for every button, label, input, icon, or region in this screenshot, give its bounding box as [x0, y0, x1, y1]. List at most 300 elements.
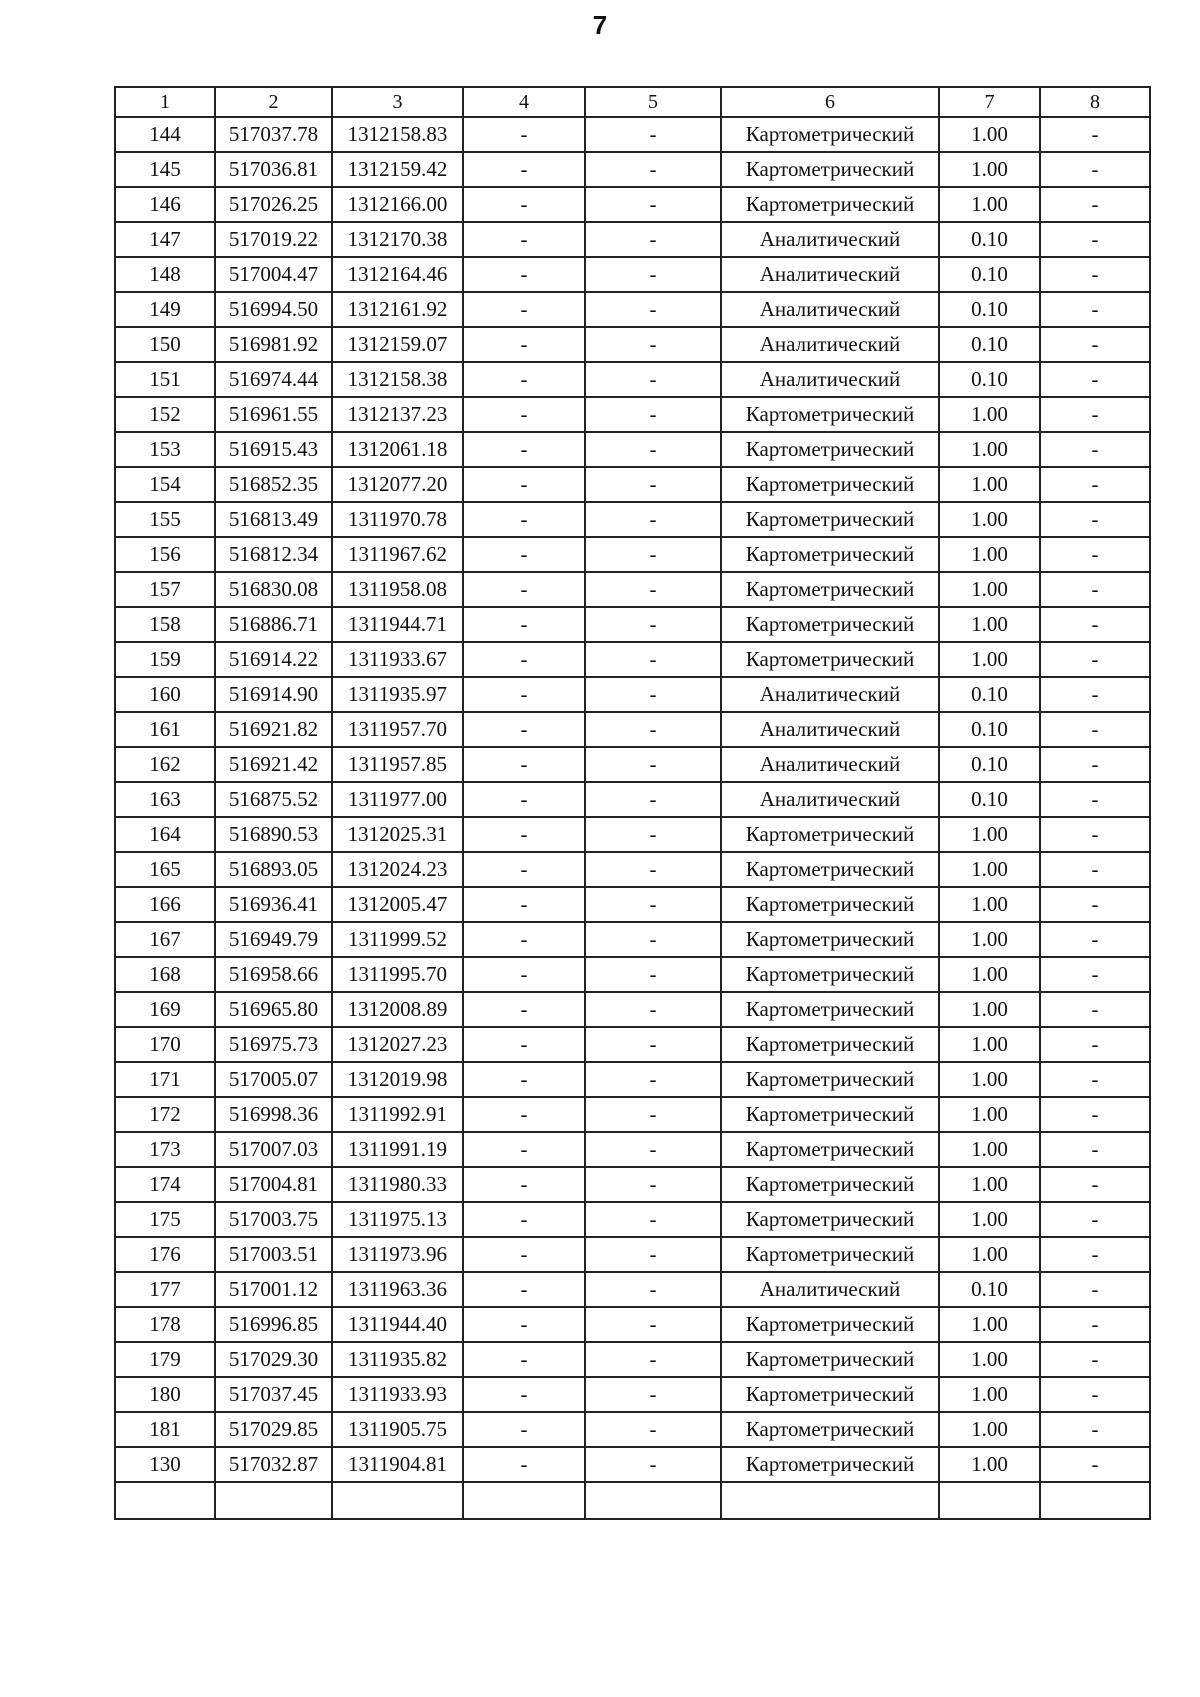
table-cell: -: [463, 1272, 585, 1307]
table-cell: Картометрический: [721, 1342, 939, 1377]
table-cell: 516996.85: [215, 1307, 332, 1342]
table-cell: 152: [115, 397, 215, 432]
table-cell: Картометрический: [721, 607, 939, 642]
table-row: [115, 1202, 1150, 1237]
table-cell: Картометрический: [721, 537, 939, 572]
table-cell: 1.00: [939, 817, 1040, 852]
table-cell: 1311944.71: [332, 607, 463, 642]
table-cell: 174: [115, 1167, 215, 1202]
table-cell: 171: [115, 1062, 215, 1097]
table-row: [115, 257, 1150, 292]
table-cell: -: [463, 782, 585, 817]
table-cell: 156: [115, 537, 215, 572]
table-cell: 516975.73: [215, 1027, 332, 1062]
table-cell: -: [585, 117, 721, 152]
table-cell: -: [1040, 1412, 1150, 1447]
table-cell: -: [585, 467, 721, 502]
table-cell: 154: [115, 467, 215, 502]
table-row: [115, 327, 1150, 362]
table-cell: -: [585, 362, 721, 397]
table-cell: 164: [115, 817, 215, 852]
table-cell: Аналитический: [721, 327, 939, 362]
table-row: [115, 117, 1150, 152]
table-cell: 1.00: [939, 957, 1040, 992]
table-cell: 151: [115, 362, 215, 397]
table-cell: Картометрический: [721, 992, 939, 1027]
table-cell: -: [585, 327, 721, 362]
table-cell: -: [463, 957, 585, 992]
table-cell: Картометрический: [721, 1062, 939, 1097]
table-row: [115, 432, 1150, 467]
table-row: [115, 1097, 1150, 1132]
table-cell: -: [585, 992, 721, 1027]
table-cell: 1311904.81: [332, 1447, 463, 1482]
table-cell: 516994.50: [215, 292, 332, 327]
table-cell: 1.00: [939, 852, 1040, 887]
table-cell: -: [585, 432, 721, 467]
table-cell: -: [585, 292, 721, 327]
table-cell: [585, 1482, 721, 1519]
table-cell: 1311973.96: [332, 1237, 463, 1272]
table-cell: 1.00: [939, 432, 1040, 467]
table-cell: 0.10: [939, 712, 1040, 747]
table-row: [115, 922, 1150, 957]
table-cell: [721, 1482, 939, 1519]
table-cell: 517019.22: [215, 222, 332, 257]
table-cell: -: [1040, 572, 1150, 607]
table-cell: 1312019.98: [332, 1062, 463, 1097]
table-cell: -: [463, 1097, 585, 1132]
table-row: [115, 1482, 1150, 1519]
table-cell: -: [585, 502, 721, 537]
table-cell: 178: [115, 1307, 215, 1342]
table-cell: 1312159.07: [332, 327, 463, 362]
table-row: [115, 1342, 1150, 1377]
table-cell: 1.00: [939, 607, 1040, 642]
table-cell: 1311970.78: [332, 502, 463, 537]
table-cell: -: [463, 1377, 585, 1412]
table-cell: -: [463, 1202, 585, 1237]
table-cell: -: [463, 467, 585, 502]
table-cell: 0.10: [939, 747, 1040, 782]
table-cell: -: [1040, 1062, 1150, 1097]
table-cell: 516921.82: [215, 712, 332, 747]
table-row: [115, 642, 1150, 677]
table-cell: 516893.05: [215, 852, 332, 887]
table-row: [115, 467, 1150, 502]
table-cell: -: [1040, 677, 1150, 712]
table-cell: 0.10: [939, 257, 1040, 292]
table-cell: Картометрический: [721, 502, 939, 537]
table-cell: 517029.30: [215, 1342, 332, 1377]
table-cell: -: [463, 1027, 585, 1062]
table-cell: 1311967.62: [332, 537, 463, 572]
table-cell: 1312166.00: [332, 187, 463, 222]
table-cell: 1.00: [939, 887, 1040, 922]
table-cell: 1.00: [939, 1027, 1040, 1062]
table-cell: 1312159.42: [332, 152, 463, 187]
table-cell: 516949.79: [215, 922, 332, 957]
table-cell: Аналитический: [721, 257, 939, 292]
table-cell: -: [1040, 1447, 1150, 1482]
table-cell: 1.00: [939, 502, 1040, 537]
table-cell: 1.00: [939, 992, 1040, 1027]
table-cell: -: [585, 1342, 721, 1377]
table-cell: 1311935.97: [332, 677, 463, 712]
table-cell: 516936.41: [215, 887, 332, 922]
table-cell: Картометрический: [721, 572, 939, 607]
table-cell: Картометрический: [721, 1027, 939, 1062]
table-row: [115, 887, 1150, 922]
table-row: [115, 292, 1150, 327]
table-cell: Картометрический: [721, 1237, 939, 1272]
table-cell: [1040, 1482, 1150, 1519]
table-row: [115, 677, 1150, 712]
table-cell: Картометрический: [721, 852, 939, 887]
table-cell: 0.10: [939, 677, 1040, 712]
table-cell: 1311977.00: [332, 782, 463, 817]
table-cell: -: [463, 327, 585, 362]
table-cell: 517003.75: [215, 1202, 332, 1237]
table-cell: -: [1040, 152, 1150, 187]
table-cell: 517003.51: [215, 1237, 332, 1272]
table-cell: 516961.55: [215, 397, 332, 432]
table-cell: Картометрический: [721, 1097, 939, 1132]
table-cell: 1.00: [939, 537, 1040, 572]
table-row: [115, 1307, 1150, 1342]
table-cell: -: [585, 957, 721, 992]
table-cell: 1.00: [939, 187, 1040, 222]
table-cell: 1.00: [939, 642, 1040, 677]
table-cell: 516852.35: [215, 467, 332, 502]
table-cell: 516813.49: [215, 502, 332, 537]
table-cell: 516921.42: [215, 747, 332, 782]
table-cell: 1312005.47: [332, 887, 463, 922]
table-cell: 517032.87: [215, 1447, 332, 1482]
table-cell: -: [1040, 397, 1150, 432]
table-cell: 1.00: [939, 1377, 1040, 1412]
table-cell: -: [1040, 957, 1150, 992]
table-cell: -: [463, 817, 585, 852]
table-cell: Картометрический: [721, 432, 939, 467]
table-cell: 1.00: [939, 1237, 1040, 1272]
table-cell: -: [1040, 1272, 1150, 1307]
table-cell: 1311980.33: [332, 1167, 463, 1202]
table-row: [115, 607, 1150, 642]
column-header: 6: [721, 87, 939, 117]
table-cell: 516890.53: [215, 817, 332, 852]
table-cell: 1311999.52: [332, 922, 463, 957]
table-cell: Аналитический: [721, 712, 939, 747]
table-cell: -: [1040, 432, 1150, 467]
table-cell: 516914.22: [215, 642, 332, 677]
table-row: [115, 152, 1150, 187]
table-cell: -: [585, 1237, 721, 1272]
table-row: [115, 1167, 1150, 1202]
table-cell: Картометрический: [721, 397, 939, 432]
table-cell: -: [1040, 992, 1150, 1027]
table-cell: -: [585, 1097, 721, 1132]
table-cell: 147: [115, 222, 215, 257]
table-cell: Аналитический: [721, 292, 939, 327]
table-cell: -: [463, 222, 585, 257]
table-cell: 162: [115, 747, 215, 782]
table-cell: Картометрический: [721, 1377, 939, 1412]
table-cell: -: [1040, 922, 1150, 957]
table-cell: -: [1040, 502, 1150, 537]
table-row: [115, 1447, 1150, 1482]
table-cell: [115, 1482, 215, 1519]
table-cell: -: [585, 257, 721, 292]
table-cell: Картометрический: [721, 922, 939, 957]
table-cell: 0.10: [939, 782, 1040, 817]
table-cell: 1311991.19: [332, 1132, 463, 1167]
table-cell: -: [1040, 747, 1150, 782]
table-cell: -: [585, 642, 721, 677]
table-cell: -: [585, 222, 721, 257]
table-cell: -: [1040, 292, 1150, 327]
table-cell: -: [585, 712, 721, 747]
table-cell: Аналитический: [721, 747, 939, 782]
table-cell: Картометрический: [721, 1412, 939, 1447]
table-cell: 1.00: [939, 1097, 1040, 1132]
table-cell: -: [1040, 712, 1150, 747]
table-cell: -: [585, 1167, 721, 1202]
table-cell: -: [463, 432, 585, 467]
table-cell: 1312077.20: [332, 467, 463, 502]
table-cell: 517037.78: [215, 117, 332, 152]
table-cell: Аналитический: [721, 1272, 939, 1307]
table-cell: -: [585, 152, 721, 187]
table-cell: 516981.92: [215, 327, 332, 362]
table-cell: 146: [115, 187, 215, 222]
table-cell: -: [585, 572, 721, 607]
table-cell: 161: [115, 712, 215, 747]
table-cell: -: [463, 1237, 585, 1272]
table-cell: 1.00: [939, 572, 1040, 607]
table-row: [115, 1132, 1150, 1167]
column-header: 8: [1040, 87, 1150, 117]
table-cell: Картометрический: [721, 1167, 939, 1202]
table-cell: 1311957.70: [332, 712, 463, 747]
table-cell: 1312137.23: [332, 397, 463, 432]
table-cell: 1.00: [939, 1412, 1040, 1447]
table-cell: 149: [115, 292, 215, 327]
table-cell: -: [585, 1272, 721, 1307]
table-cell: 175: [115, 1202, 215, 1237]
table-cell: -: [1040, 852, 1150, 887]
table-cell: -: [1040, 327, 1150, 362]
table-cell: Картометрический: [721, 117, 939, 152]
table-cell: [463, 1482, 585, 1519]
column-header: 1: [115, 87, 215, 117]
table-cell: -: [585, 817, 721, 852]
table-cell: -: [463, 642, 585, 677]
table-row: [115, 1412, 1150, 1447]
table-cell: 1312161.92: [332, 292, 463, 327]
table-cell: 145: [115, 152, 215, 187]
table-cell: 1.00: [939, 1307, 1040, 1342]
table-cell: 1311992.91: [332, 1097, 463, 1132]
table-cell: 1.00: [939, 1447, 1040, 1482]
table-row: [115, 712, 1150, 747]
table-cell: 1312164.46: [332, 257, 463, 292]
column-header: 5: [585, 87, 721, 117]
table-cell: 0.10: [939, 1272, 1040, 1307]
column-header: 7: [939, 87, 1040, 117]
table-cell: 1311935.82: [332, 1342, 463, 1377]
table-cell: Картометрический: [721, 1132, 939, 1167]
table-cell: -: [463, 1307, 585, 1342]
table-cell: 167: [115, 922, 215, 957]
table-cell: Аналитический: [721, 677, 939, 712]
table-cell: -: [463, 117, 585, 152]
table-cell: -: [1040, 1202, 1150, 1237]
table-cell: Аналитический: [721, 222, 939, 257]
table-cell: -: [585, 887, 721, 922]
table-cell: -: [463, 152, 585, 187]
table-cell: -: [585, 397, 721, 432]
table-cell: 165: [115, 852, 215, 887]
table-cell: -: [1040, 117, 1150, 152]
table-cell: 0.10: [939, 327, 1040, 362]
table-cell: 517001.12: [215, 1272, 332, 1307]
table-row: [115, 222, 1150, 257]
table-cell: -: [1040, 1027, 1150, 1062]
table-cell: 0.10: [939, 222, 1040, 257]
table-cell: -: [585, 1412, 721, 1447]
column-header: 3: [332, 87, 463, 117]
table-cell: -: [585, 677, 721, 712]
table-row: [115, 362, 1150, 397]
table-cell: 181: [115, 1412, 215, 1447]
table-cell: -: [463, 537, 585, 572]
table-cell: 150: [115, 327, 215, 362]
table-cell: 516914.90: [215, 677, 332, 712]
table-cell: 159: [115, 642, 215, 677]
table-cell: 1311995.70: [332, 957, 463, 992]
table-cell: 173: [115, 1132, 215, 1167]
table-cell: 157: [115, 572, 215, 607]
table-cell: Картометрический: [721, 1202, 939, 1237]
table-cell: -: [1040, 1132, 1150, 1167]
table-cell: -: [585, 537, 721, 572]
table-cell: 516875.52: [215, 782, 332, 817]
table-cell: 1311933.67: [332, 642, 463, 677]
table-row: [115, 1272, 1150, 1307]
column-header: 2: [215, 87, 332, 117]
table-cell: Картометрический: [721, 467, 939, 502]
table-cell: -: [585, 1377, 721, 1412]
table-cell: Картометрический: [721, 957, 939, 992]
table-cell: -: [463, 1132, 585, 1167]
table-cell: 516812.34: [215, 537, 332, 572]
table-cell: -: [585, 852, 721, 887]
table-cell: 517005.07: [215, 1062, 332, 1097]
table-cell: -: [1040, 1377, 1150, 1412]
table-cell: 180: [115, 1377, 215, 1412]
table-row: [115, 502, 1150, 537]
table-cell: -: [463, 992, 585, 1027]
table-cell: 1312158.38: [332, 362, 463, 397]
table-cell: 176: [115, 1237, 215, 1272]
table-cell: 166: [115, 887, 215, 922]
table-cell: -: [585, 922, 721, 957]
table-cell: 517026.25: [215, 187, 332, 222]
table-cell: -: [1040, 1097, 1150, 1132]
table-cell: 517029.85: [215, 1412, 332, 1447]
table-cell: Картометрический: [721, 1307, 939, 1342]
table-cell: -: [585, 747, 721, 782]
table-cell: -: [463, 1447, 585, 1482]
table-cell: -: [585, 1062, 721, 1097]
table-cell: [332, 1482, 463, 1519]
table-cell: -: [463, 257, 585, 292]
table-cell: -: [1040, 362, 1150, 397]
table-cell: -: [585, 1307, 721, 1342]
table-cell: 1.00: [939, 922, 1040, 957]
table-cell: Картометрический: [721, 1447, 939, 1482]
table-cell: -: [1040, 817, 1150, 852]
table-cell: 516998.36: [215, 1097, 332, 1132]
table-cell: 1312158.83: [332, 117, 463, 152]
table-cell: [939, 1482, 1040, 1519]
table-cell: -: [1040, 1307, 1150, 1342]
table-cell: -: [1040, 187, 1150, 222]
table-cell: Картометрический: [721, 817, 939, 852]
table-cell: 1311933.93: [332, 1377, 463, 1412]
table-cell: 1312027.23: [332, 1027, 463, 1062]
table-cell: -: [463, 747, 585, 782]
table-cell: Картометрический: [721, 152, 939, 187]
table-cell: 155: [115, 502, 215, 537]
page-number: 7: [592, 10, 608, 40]
table-cell: 1.00: [939, 397, 1040, 432]
table-cell: 1312170.38: [332, 222, 463, 257]
table-cell: -: [463, 1167, 585, 1202]
table-cell: -: [463, 502, 585, 537]
table-cell: -: [585, 607, 721, 642]
table-cell: 517004.47: [215, 257, 332, 292]
table-cell: 1312025.31: [332, 817, 463, 852]
table-cell: -: [1040, 1342, 1150, 1377]
table-cell: 1311957.85: [332, 747, 463, 782]
table-row: [115, 852, 1150, 887]
table-cell: 0.10: [939, 362, 1040, 397]
table-cell: -: [463, 852, 585, 887]
table-cell: 516886.71: [215, 607, 332, 642]
table-cell: 179: [115, 1342, 215, 1377]
table-cell: -: [463, 712, 585, 747]
coordinates-table: [114, 86, 1151, 1520]
table-cell: 160: [115, 677, 215, 712]
table-row: [115, 1027, 1150, 1062]
table-cell: 516830.08: [215, 572, 332, 607]
table-row: [115, 572, 1150, 607]
table-cell: 172: [115, 1097, 215, 1132]
table-row: [115, 817, 1150, 852]
table-cell: 1.00: [939, 1342, 1040, 1377]
table-cell: -: [1040, 257, 1150, 292]
table-row: [115, 782, 1150, 817]
table-cell: -: [585, 1132, 721, 1167]
column-header: 4: [463, 87, 585, 117]
table-cell: -: [1040, 607, 1150, 642]
table-cell: 516958.66: [215, 957, 332, 992]
table-row: [115, 992, 1150, 1027]
table-cell: -: [463, 572, 585, 607]
table-cell: 1.00: [939, 1202, 1040, 1237]
